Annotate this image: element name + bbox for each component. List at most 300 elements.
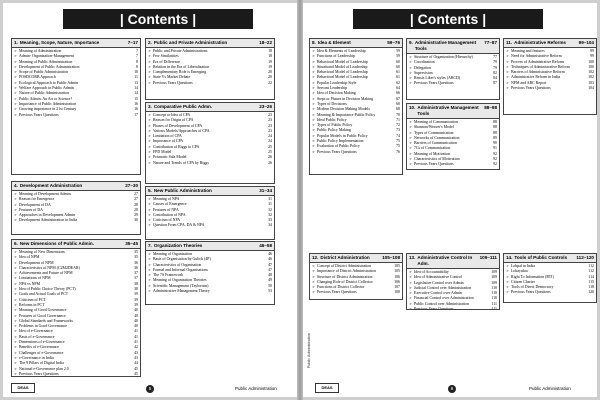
- entry-text: Idea of Decision Making: [317, 91, 356, 96]
- arrow-bullet-icon: ➢: [409, 285, 412, 290]
- section-pages: 88–98: [484, 105, 497, 110]
- entry-page: 40: [134, 324, 138, 329]
- entry-list: [310, 263, 402, 296]
- arrow-bullet-icon: ➢: [14, 334, 17, 339]
- entry-page: 91: [493, 146, 497, 151]
- arrow-bullet-icon: ➢: [14, 54, 17, 59]
- entry-text: NPM and ARC Report: [511, 80, 547, 85]
- entry-text: Reason for Emergence: [19, 197, 55, 202]
- arrow-bullet-icon: ➢: [506, 64, 509, 69]
- entry-page: 23: [268, 113, 272, 117]
- section-pages: 27–30: [125, 183, 138, 188]
- arrow-bullet-icon: ➢: [409, 296, 412, 301]
- arrow-bullet-icon: ➢: [148, 54, 151, 59]
- arrow-bullet-icon: ➢: [148, 207, 151, 212]
- entry-page: 60: [396, 59, 400, 64]
- arrow-bullet-icon: ➢: [14, 70, 17, 75]
- entry-text: Meaning of NPA: [153, 197, 180, 201]
- entry-list: [146, 48, 274, 86]
- entry-page: 36: [134, 265, 138, 270]
- entry-page: 37: [134, 276, 138, 281]
- arrow-bullet-icon: ➢: [312, 101, 315, 106]
- entry-page: 20: [268, 75, 272, 80]
- arrow-bullet-icon: ➢: [506, 285, 509, 290]
- entry-text: Barriers of Communication: [414, 141, 457, 146]
- arrow-bullet-icon: ➢: [14, 297, 17, 302]
- arrow-bullet-icon: ➢: [148, 150, 151, 155]
- arrow-bullet-icon: ➢: [14, 59, 17, 64]
- entry-text: POSDCORB Approach: [19, 75, 56, 80]
- entry-text: Dimensions of e-Governance: [19, 340, 65, 345]
- entry-page: 26: [268, 155, 272, 160]
- arrow-bullet-icon: ➢: [148, 59, 151, 64]
- toc-entry: [148, 223, 272, 228]
- arrow-bullet-icon: ➢: [14, 276, 17, 281]
- section-header: [12, 182, 140, 191]
- entry-list: [146, 196, 274, 229]
- entry-page: 31: [268, 202, 272, 207]
- entry-page: 100: [588, 59, 594, 64]
- arrow-bullet-icon: ➢: [506, 59, 509, 64]
- entry-page: 67: [396, 96, 400, 101]
- entry-page: 88: [493, 130, 497, 135]
- arrow-bullet-icon: ➢: [148, 134, 151, 139]
- publisher-logo: DEAS: [315, 383, 339, 393]
- arrow-bullet-icon: ➢: [14, 91, 17, 96]
- entry-page: 32: [268, 207, 272, 212]
- arrow-bullet-icon: ➢: [506, 86, 509, 91]
- entry-text: Types of Public Policy: [317, 123, 353, 128]
- entry-page: 45: [134, 371, 138, 376]
- entry-page: 39: [134, 302, 138, 307]
- entry-text: Supervision: [414, 70, 433, 75]
- entry-page: 35: [134, 250, 138, 254]
- entry-page: 59: [396, 54, 400, 59]
- entry-text: Administrative Reform in India: [511, 75, 561, 80]
- entry-text: Techniques of Administrative Reform: [511, 64, 570, 69]
- entry-page: 20: [268, 70, 272, 75]
- section-header: [146, 103, 274, 112]
- entry-page: 38: [134, 281, 138, 286]
- arrow-bullet-icon: ➢: [312, 59, 315, 64]
- section-number: 10.: [409, 105, 416, 110]
- contents-section: [145, 38, 275, 100]
- arrow-bullet-icon: ➢: [14, 207, 17, 212]
- entry-text: Functions of District Collector: [317, 285, 365, 290]
- entry-page: 112: [588, 269, 594, 274]
- entry-page: 41: [134, 329, 138, 334]
- section-title: Administrative Control In Adm.: [417, 255, 473, 266]
- arrow-bullet-icon: ➢: [506, 54, 509, 59]
- entry-page: 90: [493, 141, 497, 146]
- entry-text: Growing importance in 21st Century: [19, 107, 77, 112]
- entry-page: 23: [268, 118, 272, 123]
- section-pages: 7–17: [127, 40, 138, 45]
- entry-text: Idea of Public Choice Theory (PCT): [19, 287, 76, 292]
- section-header: [310, 254, 402, 263]
- section-pages: 112–120: [576, 255, 594, 260]
- entry-page: 18: [268, 54, 272, 59]
- arrow-bullet-icon: ➢: [312, 64, 315, 69]
- arrow-bullet-icon: ➢: [312, 290, 315, 295]
- page-number: 5: [146, 385, 154, 393]
- arrow-bullet-icon: ➢: [14, 366, 17, 371]
- entry-page: 53: [268, 289, 272, 294]
- entry-list: [407, 269, 499, 310]
- entry-text: Concept or Idea of CPA: [153, 113, 191, 117]
- section-header: [407, 254, 499, 269]
- arrow-bullet-icon: ➢: [14, 80, 17, 85]
- entry-text: Meaning of New Dimensions: [19, 250, 65, 254]
- entry-page: 23: [268, 123, 272, 128]
- left-page: [3, 3, 297, 397]
- arrow-bullet-icon: ➢: [312, 96, 315, 101]
- arrow-bullet-icon: ➢: [312, 285, 315, 290]
- entry-page: 50: [268, 283, 272, 288]
- section-number: 12.: [312, 255, 319, 260]
- entry-page: 82: [493, 70, 497, 75]
- entry-text: The 7S Framework: [153, 273, 184, 278]
- entry-page: 62: [396, 80, 400, 85]
- entry-text: Networks of Communication: [414, 135, 460, 140]
- arrow-bullet-icon: ➢: [409, 280, 412, 285]
- entry-text: Process of Administrative Reform: [511, 59, 565, 64]
- arrow-bullet-icon: ➢: [14, 308, 17, 313]
- entry-page: 11: [134, 75, 138, 80]
- entry-text: Coordination: [414, 60, 435, 65]
- arrow-bullet-icon: ➢: [506, 49, 509, 53]
- entry-text: Meaning of Administration: [19, 49, 62, 53]
- entry-text: Reforms in PCT: [19, 302, 45, 307]
- section-title: Organization Theories: [153, 243, 203, 248]
- entry-page: 110: [491, 296, 497, 301]
- entry-text: Changing Role of District Collector: [317, 279, 373, 284]
- entry-page: 111: [491, 301, 497, 306]
- entry-page: 79: [493, 60, 497, 65]
- entry-page: 120: [588, 290, 594, 295]
- entry-text: Features of NPA: [153, 207, 179, 212]
- entry-text: Concept of District Administration: [317, 264, 372, 268]
- section-pages: 59–76: [387, 40, 400, 45]
- arrow-bullet-icon: ➢: [148, 197, 151, 201]
- arrow-bullet-icon: ➢: [409, 60, 412, 65]
- entry-text: Era of Difference: [153, 59, 181, 64]
- entry-list: [12, 48, 140, 118]
- arrow-bullet-icon: ➢: [14, 64, 17, 69]
- entry-text: Features of Good Governance: [19, 313, 66, 318]
- entry-page: 102: [588, 75, 594, 80]
- entry-page: 35: [134, 255, 138, 260]
- section-title: Comparative Public Admn.: [153, 104, 213, 109]
- entry-text: Development of Public Administration: [19, 64, 80, 69]
- entry-text: Behavioral Model of Leadership: [317, 59, 368, 64]
- arrow-bullet-icon: ➢: [14, 255, 17, 260]
- entry-page: 76: [396, 149, 400, 154]
- entry-text: Contribution of NPA: [153, 212, 186, 217]
- arrow-bullet-icon: ➢: [14, 96, 17, 101]
- entry-page: 24: [268, 139, 272, 144]
- entry-text: Scope of Public Administration: [19, 70, 68, 75]
- entry-text: Servant Leadership: [317, 86, 348, 91]
- entry-page: 19: [268, 59, 272, 64]
- entry-text: Previous Years Questions: [153, 80, 193, 85]
- entry-text: Executive Control over Admin: [414, 291, 462, 296]
- arrow-bullet-icon: ➢: [14, 265, 17, 270]
- entry-text: Administrative Management Theory: [153, 289, 210, 294]
- contents-banner: | Contents |: [63, 9, 253, 29]
- arrow-bullet-icon: ➢: [14, 302, 17, 307]
- entry-text: Characteristics of Organisation: [153, 262, 202, 267]
- arrow-bullet-icon: ➢: [312, 139, 315, 144]
- entry-page: 36: [134, 260, 138, 265]
- entry-text: Barriers of Administrative Reform: [511, 70, 565, 75]
- entry-page: 118: [588, 285, 594, 290]
- entry-text: Meaning of Organisation Theories: [153, 278, 207, 283]
- entry-text: Development of NPM: [19, 260, 54, 265]
- arrow-bullet-icon: ➢: [312, 264, 315, 268]
- section-title: Public and Private Administration: [153, 40, 228, 45]
- section-header: [310, 39, 402, 48]
- arrow-bullet-icon: ➢: [148, 223, 151, 228]
- entry-text: Popular Models in Public Policy: [317, 133, 368, 138]
- toc-entry: [148, 81, 272, 86]
- arrow-bullet-icon: ➢: [14, 49, 17, 53]
- arrow-bullet-icon: ➢: [312, 117, 315, 122]
- arrow-bullet-icon: ➢: [409, 65, 412, 70]
- entry-text: Public Policy Making: [317, 128, 351, 133]
- arrow-bullet-icon: ➢: [312, 144, 315, 149]
- entry-text: Previous Years Questions: [414, 81, 454, 86]
- entry-page: 34: [268, 223, 272, 228]
- arrow-bullet-icon: ➢: [409, 291, 412, 296]
- entry-text: Legislative Control over Admin: [414, 280, 464, 285]
- arrow-bullet-icon: ➢: [312, 107, 315, 112]
- arrow-bullet-icon: ➢: [148, 289, 151, 294]
- entry-text: Meaning of Good Governance: [19, 308, 67, 313]
- arrow-bullet-icon: ➢: [148, 155, 151, 160]
- entry-text: Development Administration in India: [19, 218, 78, 223]
- arrow-bullet-icon: ➢: [312, 75, 315, 80]
- arrow-bullet-icon: ➢: [409, 81, 412, 86]
- entry-text: Ecological Approach to Public Admin: [19, 80, 79, 85]
- section-number: 8.: [312, 40, 316, 45]
- entry-text: Idea & Elements of Leadership: [317, 49, 366, 53]
- arrow-bullet-icon: ➢: [409, 307, 412, 310]
- page-footer: Public Administration: [235, 386, 277, 391]
- entry-text: Achievements and Future of NPM: [19, 271, 73, 276]
- entry-page: 47: [268, 262, 272, 267]
- entry-text: Delegation: [414, 65, 432, 70]
- entry-page: 107: [394, 285, 400, 290]
- entry-page: 32: [268, 212, 272, 217]
- entry-text: Behavioral Model of Leadership: [317, 70, 368, 75]
- toc-entry: [506, 86, 594, 91]
- arrow-bullet-icon: ➢: [148, 70, 151, 75]
- entry-page: 79: [493, 65, 497, 70]
- arrow-bullet-icon: ➢: [148, 118, 151, 123]
- entry-page: 114: [588, 274, 594, 279]
- entry-list: [12, 249, 140, 377]
- entry-text: Reason for Origin of CPA: [153, 118, 194, 123]
- arrow-bullet-icon: ➢: [14, 192, 17, 196]
- entry-text: Modern Decision Making Models: [317, 107, 370, 112]
- entry-page: 7: [136, 54, 138, 59]
- entry-page: 87: [493, 81, 497, 86]
- arrow-bullet-icon: ➢: [506, 290, 509, 295]
- entry-page: 75: [396, 139, 400, 144]
- arrow-bullet-icon: ➢: [148, 252, 151, 256]
- toc-entry: [14, 372, 138, 377]
- section-pages: 99–104: [578, 40, 594, 45]
- entry-page: 44: [134, 361, 138, 366]
- entry-text: Public Admin: An Art or Science?: [19, 96, 73, 101]
- entry-text: Need for Administrative Reform: [511, 54, 562, 59]
- arrow-bullet-icon: ➢: [14, 271, 17, 276]
- arrow-bullet-icon: ➢: [14, 292, 17, 297]
- entry-text: Public Policy Implementation: [317, 139, 364, 144]
- entry-text: Importance of District Administration: [317, 269, 376, 274]
- entry-page: 99: [590, 54, 594, 59]
- arrow-bullet-icon: ➢: [14, 250, 17, 254]
- entry-page: 47: [268, 267, 272, 272]
- section-title: Administrative Reforms: [514, 40, 566, 45]
- entry-list: [504, 263, 596, 296]
- entry-text: Characteristics of Motivation: [414, 157, 460, 162]
- entry-text: Idea of Administrative Control: [414, 275, 462, 280]
- arrow-bullet-icon: ➢: [312, 133, 315, 138]
- section-number: 11.: [506, 40, 513, 45]
- arrow-bullet-icon: ➢: [312, 279, 315, 284]
- arrow-bullet-icon: ➢: [409, 135, 412, 140]
- entry-text: Importance of Public Administration: [19, 101, 77, 106]
- entry-text: Public and Private Administrations: [153, 49, 208, 53]
- arrow-bullet-icon: ➢: [14, 350, 17, 355]
- entry-text: Shannon/Weaver's Model: [414, 125, 454, 130]
- entry-text: Meaning of Organisation: [153, 252, 193, 256]
- section-pages: 105–108: [382, 255, 400, 260]
- entry-page: 24: [268, 134, 272, 139]
- entry-page: 64: [396, 86, 400, 91]
- section-title: New Dimensions of Public Admin.: [19, 241, 94, 246]
- entry-page: 70: [396, 112, 400, 117]
- contents-section: [309, 38, 403, 175]
- arrow-bullet-icon: ➢: [148, 202, 151, 207]
- entry-page: 14: [134, 91, 138, 96]
- entry-text: FPD Model: [153, 150, 172, 155]
- arrow-bullet-icon: ➢: [14, 345, 17, 350]
- arrow-bullet-icon: ➢: [14, 260, 17, 265]
- contents-section: [145, 102, 275, 184]
- entry-text: Public Control over Administration: [414, 301, 470, 306]
- entry-text: Meaning and features: [511, 49, 545, 53]
- right-page: [303, 3, 597, 397]
- contents-section: [145, 186, 275, 240]
- entry-text: Relation in the Era of Liberalization: [153, 64, 210, 69]
- entry-text: Phases of Development of CPA: [153, 123, 203, 128]
- section-title: Development Administration: [19, 183, 83, 188]
- entry-page: 10: [134, 70, 138, 75]
- entry-text: Structure of District Administration: [317, 274, 373, 279]
- arrow-bullet-icon: ➢: [312, 80, 315, 85]
- entry-page: 23: [268, 128, 272, 133]
- entry-page: 48: [268, 273, 272, 278]
- toc-entry: [312, 150, 400, 155]
- entry-text: Lokpal in India: [511, 264, 535, 268]
- entry-page: 29: [134, 213, 138, 218]
- arrow-bullet-icon: ➢: [312, 112, 315, 117]
- entry-text: Meaning of Public Administration: [19, 59, 73, 64]
- arrow-bullet-icon: ➢: [312, 54, 315, 59]
- arrow-bullet-icon: ➢: [312, 70, 315, 75]
- entry-page: 110: [491, 285, 497, 290]
- arrow-bullet-icon: ➢: [148, 139, 151, 144]
- arrow-bullet-icon: ➢: [148, 257, 151, 262]
- section-title: Administrative Management Tools: [417, 105, 479, 116]
- entry-text: Formal and Informal Organisations: [153, 267, 208, 272]
- entry-page: 17: [134, 112, 138, 117]
- section-pages: 35–45: [125, 241, 138, 246]
- entry-text: Features of DA: [19, 207, 43, 212]
- arrow-bullet-icon: ➢: [148, 212, 151, 217]
- entry-text: Meaning of Motivation: [414, 151, 451, 156]
- entry-page: 108: [394, 290, 400, 295]
- contents-banner: | Contents |: [353, 9, 543, 29]
- section-title: District Administration: [320, 255, 370, 260]
- entry-page: 112: [588, 264, 594, 268]
- entry-text: e-Governance in India: [19, 355, 54, 360]
- arrow-bullet-icon: ➢: [312, 49, 315, 53]
- entry-page: 68: [396, 107, 400, 112]
- section-header: [504, 254, 596, 263]
- entry-page: 8: [136, 64, 138, 69]
- entry-text: Causes of Emergence: [153, 202, 187, 207]
- arrow-bullet-icon: ➢: [14, 371, 17, 376]
- entry-text: Previous Years Questions: [317, 149, 357, 154]
- entry-page: 100: [588, 64, 594, 69]
- entry-list: [504, 48, 596, 91]
- arrow-bullet-icon: ➢: [148, 123, 151, 128]
- contents-section: [406, 103, 500, 170]
- entry-text: Situational Model of Leadership: [317, 64, 368, 69]
- entry-text: Previous Years Questions: [414, 307, 454, 310]
- arrow-bullet-icon: ➢: [14, 213, 17, 218]
- entry-page: 42: [134, 345, 138, 350]
- arrow-bullet-icon: ➢: [148, 218, 151, 223]
- arrow-bullet-icon: ➢: [409, 157, 412, 162]
- entry-page: 105: [394, 269, 400, 274]
- entry-page: 102: [588, 70, 594, 75]
- entry-page: 37: [134, 271, 138, 276]
- arrow-bullet-icon: ➢: [409, 162, 412, 167]
- toc-entry: [506, 290, 594, 295]
- arrow-bullet-icon: ➢: [14, 313, 17, 318]
- entry-page: 92: [493, 151, 497, 156]
- entry-text: Criticism of PCT: [19, 297, 46, 302]
- entry-page: 103: [588, 80, 594, 85]
- contents-section: [145, 241, 275, 305]
- entry-page: 92: [493, 162, 497, 167]
- section-header: [12, 240, 140, 249]
- entry-text: Characteristics of NPM (C2M2DEAR): [19, 265, 80, 270]
- entry-page: 46: [268, 252, 272, 256]
- entry-text: Previous Years Questions: [414, 162, 454, 167]
- entry-text: Development of DA: [19, 202, 51, 207]
- entry-page: 45: [134, 366, 138, 371]
- entry-page: 41: [134, 340, 138, 345]
- arrow-bullet-icon: ➢: [14, 86, 17, 91]
- entry-text: Nature and Trends of CPA by Riggs: [153, 160, 209, 165]
- entry-text: Functions of Leadership: [317, 54, 355, 59]
